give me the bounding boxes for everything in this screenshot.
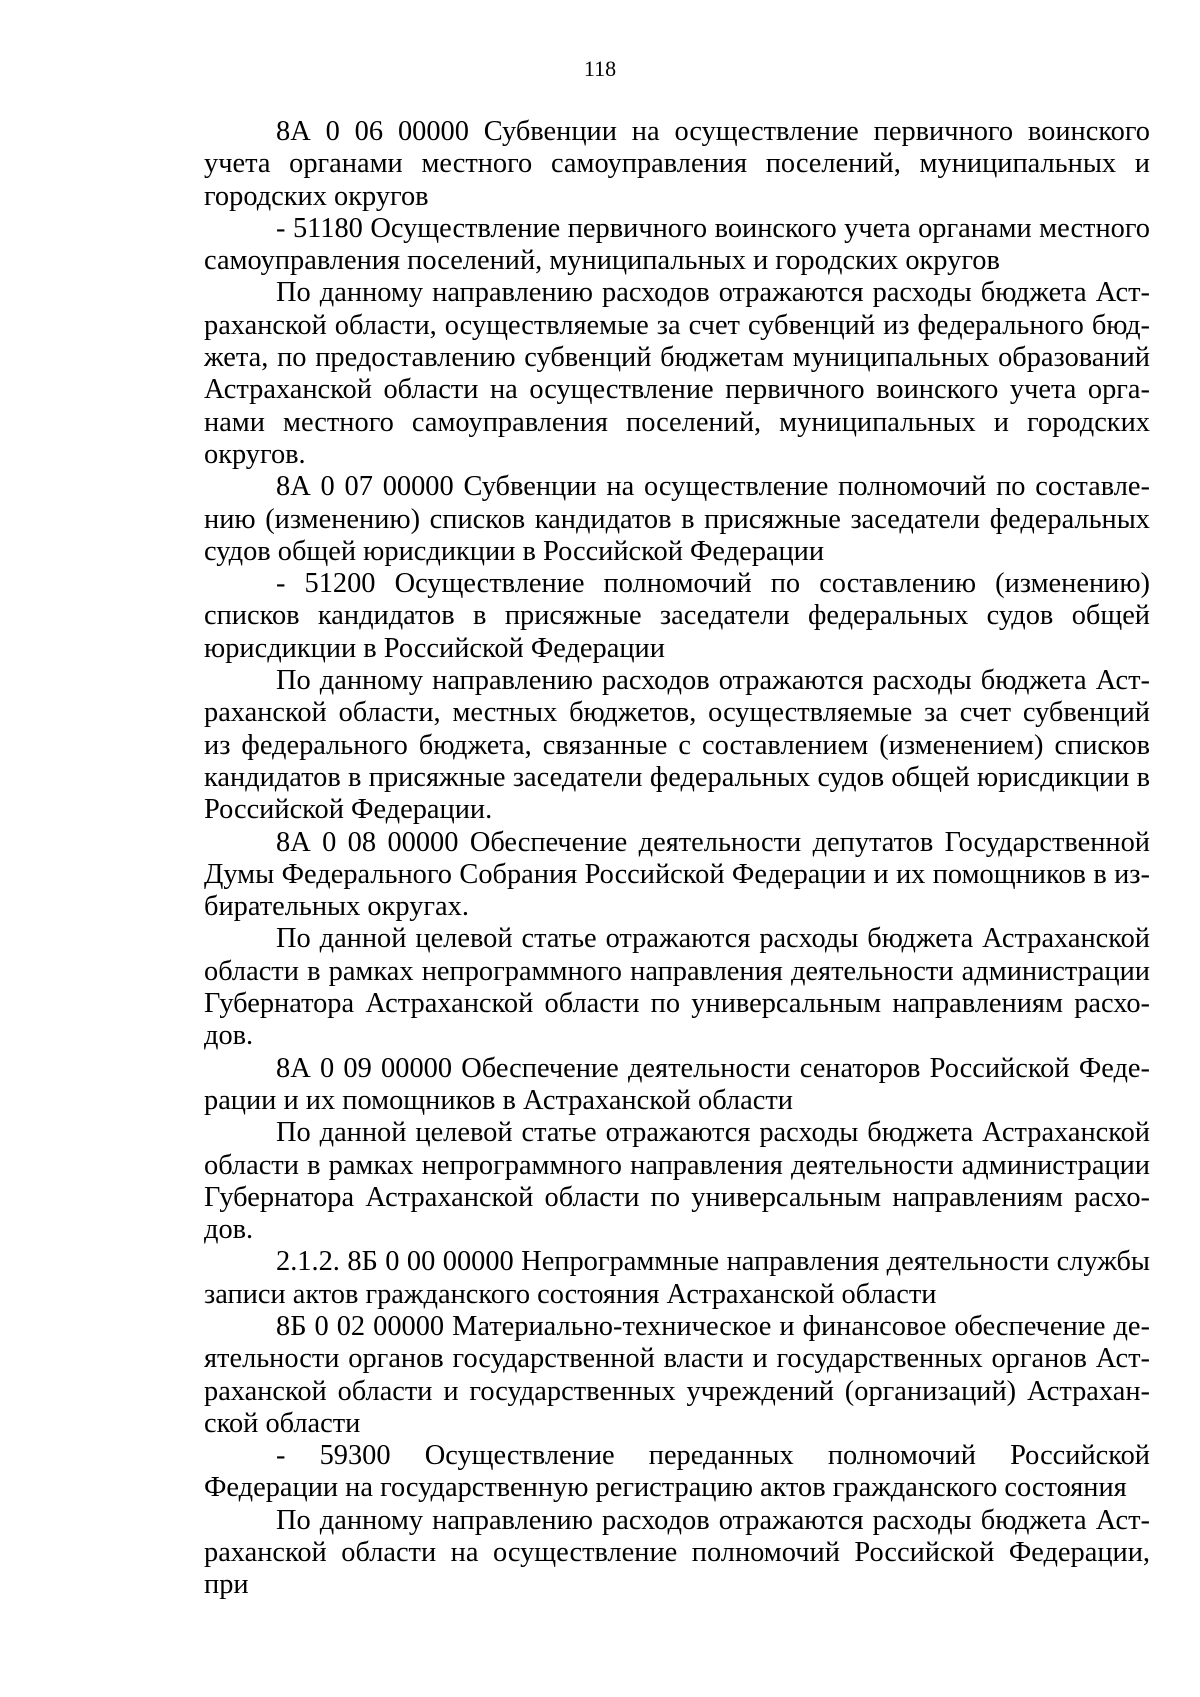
heading-8b-0-02: 8Б 0 02 00000 Материально-техническое и финансовое обеспечение деятельности органов государственной власти и государственных органов Астраханской области и государственных учреждений (организаций) Астраханской области	[204, 1310, 1150, 1439]
description-8a-0-09: По данной целевой статье отражаются расходы бюджета Астраханской области в рамках непрограммного направления деятельности администрации Губернатора Астраханской области по универсальным направлениям расходов.	[204, 1117, 1150, 1246]
section-2-1-2: 2.1.2. 8Б 0 00 00000 Непрограммные направления деятельности службы записи актов гражданского состояния Астраханской области	[204, 1246, 1150, 1310]
description-59300: По данному направлению расходов отражаются расходы бюджета Астраханской области на осуществление полномочий Российской Федерации, при	[204, 1504, 1150, 1601]
item-59300: - 59300 Осуществление переданных полномочий Российской Федерации на государственную регистрацию актов гражданского состояния	[204, 1440, 1150, 1504]
item-51180: - 51180 Осуществление первичного воинского учета органами местного самоуправления поселений, муниципальных и городских округов	[204, 212, 1150, 277]
heading-8a-0-08: 8А 0 08 00000 Обеспечение деятельности депутатов Государственной Думы Федерального Собрания Российской Федерации и их помощников в избирательных округах.	[204, 826, 1150, 923]
description-51200: По данному направлению расходов отражаются расходы бюджета Астраханской области, местных бюджетов, осуществляемые за счет субвенций из федерального бюджета, связанные с составлением (изменением) списков кандидатов в присяжные заседатели федеральных судов общей юрисдикции в Российской Федерации.	[204, 665, 1150, 826]
item-51200: - 51200 Осуществление полномочий по составлению (изменению) списков кандидатов в присяжные заседатели федеральных судов общей юрисдикции в Российской Федерации	[204, 568, 1150, 664]
heading-8a-0-06: 8А 0 06 00000 Субвенции на осуществление первичного воинского учета органами местного самоуправления поселений, муниципальных и городских округов	[204, 116, 1150, 212]
page-number: 118	[583, 56, 617, 81]
description-8a-0-08: По данной целевой статье отражаются расходы бюджета Астраханской области в рамках непрограммного направления деятельности администрации Губернатора Астраханской области по универсальным направлениям расходов.	[204, 923, 1150, 1052]
heading-8a-0-07: 8А 0 07 00000 Субвенции на осуществление полномочий по составлению (изменению) списков кандидатов в присяжные заседатели федеральных судов общей юрисдикции в Российской Федерации	[204, 471, 1150, 567]
heading-8a-0-09: 8А 0 09 00000 Обеспечение деятельности сенаторов Российской Федерации и их помощников в Астраханской области	[204, 1052, 1150, 1116]
description-51180: По данному направлению расходов отражаются расходы бюджета Астраханской области, осуществляемые за счет субвенций из федерального бюджета, по предоставлению субвенций бюджетам муниципальных образований Астраханской области на осуществление первичного воинского учета органами местного самоуправления поселений, муниципальных и городских округов.	[204, 277, 1150, 470]
document-body	[204, 116, 1150, 1602]
